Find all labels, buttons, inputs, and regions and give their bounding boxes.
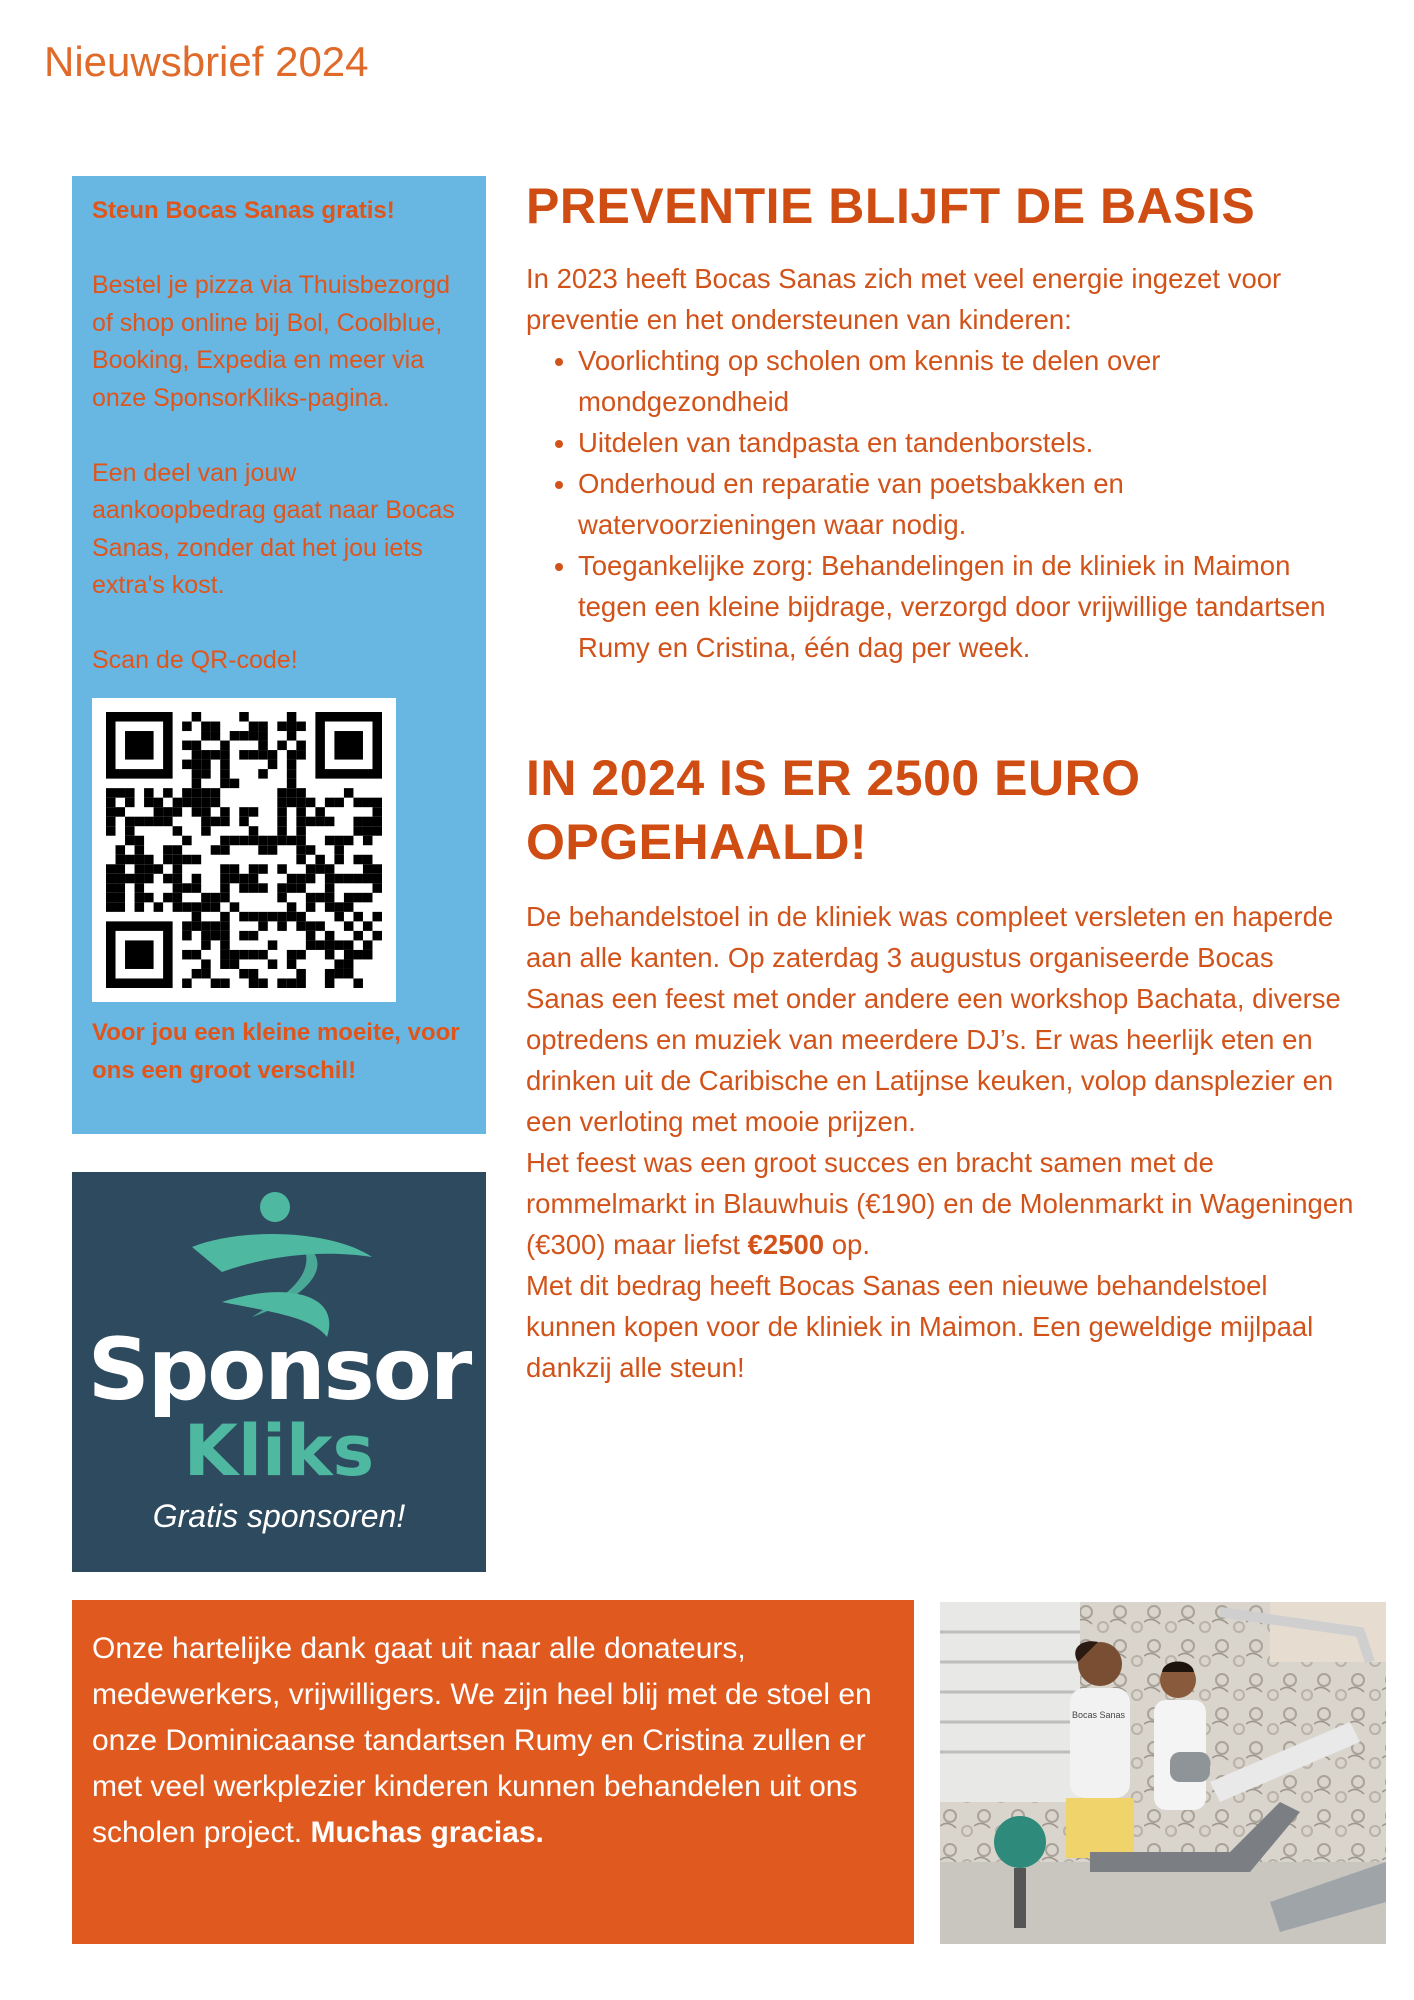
thank-you-closing: Muchas gracias. bbox=[310, 1816, 544, 1849]
prevention-intro: In 2023 heeft Bocas Sanas zich met veel energie ingezet voor preventie en het ondersteunen van kinderen: bbox=[526, 263, 1282, 335]
sidebar-scan-label: Scan de QR-code! bbox=[92, 646, 298, 674]
clinic-photo bbox=[940, 1602, 1386, 1944]
logo-word-kliks: Kliks bbox=[183, 1410, 375, 1492]
logo-word-sponsor: Sponsor bbox=[87, 1320, 471, 1420]
sidebar-tagline: Voor jou een kleine moeite, voor ons een groot verschil! bbox=[92, 1018, 460, 1084]
sidebar-support-box bbox=[72, 176, 486, 1134]
story-paragraph-chair: Met dit bedrag heeft Bocas Sanas een nieuwe behandelstoel kunnen kopen voor de kliniek in Maimon. Een geweldige mijlpaal dankzij alle steun! bbox=[526, 1270, 1314, 1383]
list-item: • Uitdelen van tandpasta en tandenborstels. bbox=[578, 422, 1356, 463]
sidebar-paragraph-shop: Bestel je pizza via Thuisbezorgd of shop online bij Bol, Coolblue, Booking, Expedia en meer via onze SponsorKliks-pagina. bbox=[92, 271, 451, 412]
story-paragraph-party: De behandelstoel in de kliniek was compleet versleten en haperde aan alle kanten. Op zaterdag 3 augustus organiseerde Bocas Sanas een feest met onder andere een workshop Bachata, diverse optredens en muziek van meerdere DJ’s. Er was heerlijk eten en drinken uit de Caribische en Latijnse keuken, volop dansplezier en een verloting met mooie prijzen. bbox=[526, 901, 1341, 1137]
sidebar-heading: Steun Bocas Sanas gratis! bbox=[92, 197, 395, 224]
result-text-end: op. bbox=[824, 1229, 870, 1260]
thank-you-box bbox=[72, 1600, 914, 1944]
sponsorkliks-logo[interactable] bbox=[72, 1172, 486, 1572]
shirt-text: Bocas Sanas bbox=[1072, 1710, 1126, 1720]
dental-clinic-image bbox=[940, 1602, 1386, 1944]
thank-you-text: Onze hartelijke dank gaat uit naar alle donateurs, medewerkers, vrijwilligers. We zijn heel blij met de stoel en onze Dominicaanse tandartsen Rumy en Cristina zullen er met veel werkplezier kinderen kunnen behandelen uit ons scholen project. bbox=[92, 1632, 872, 1849]
fundraising-story bbox=[526, 896, 1356, 1388]
story-paragraph-result bbox=[526, 1142, 1356, 1265]
main-content bbox=[526, 176, 1356, 1388]
amount-highlight: €2500 bbox=[747, 1229, 825, 1260]
section-heading-fundraising: IN 2024 IS ER 2500 EURO OPGEHAALD! bbox=[526, 750, 1141, 870]
list-item: • Toegankelijke zorg: Behandelingen in de kliniek in Maimon tegen een kleine bijdrage, verzorgd door vrijwillige tandartsen Rumy en Cristina, één dag per week. bbox=[578, 545, 1356, 668]
list-item: • Voorlichting op scholen om kennis te delen over mondgezondheid bbox=[578, 340, 1356, 422]
qr-code-icon bbox=[106, 712, 382, 988]
section-heading-prevention: PREVENTIE BLIJFT DE BASIS bbox=[526, 178, 1256, 234]
newsletter-title: Nieuwsbrief 2024 bbox=[44, 38, 369, 85]
logo-tagline: Gratis sponsoren! bbox=[152, 1498, 406, 1534]
result-text: Het feest was een groot succes en bracht samen met de rommelmarkt in Blauwhuis (€190) en de Molenmarkt in Wageningen (€300) maar liefst bbox=[526, 1147, 1354, 1260]
qr-code[interactable] bbox=[92, 698, 396, 1002]
sidebar-paragraph-donation: Een deel van jouw aankoopbedrag gaat naar Bocas Sanas, zonder dat het jou iets extra's kost. bbox=[92, 458, 455, 599]
prevention-list bbox=[526, 340, 1356, 668]
list-item: • Onderhoud en reparatie van poetsbakken en watervoorzieningen waar nodig. bbox=[578, 463, 1356, 545]
